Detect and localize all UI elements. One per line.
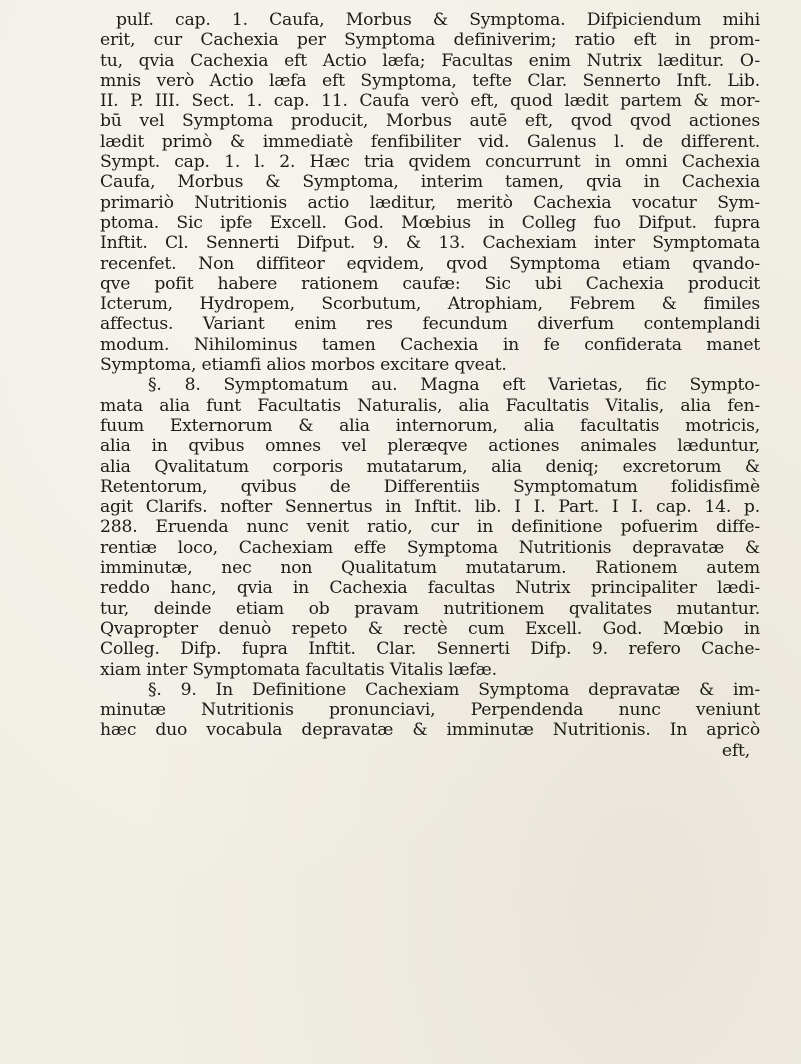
latin-text-body (100, 10, 760, 761)
text-line: rentiæ loco, Cachexiam effe Symptoma Nutritionis depravatæ & (100, 537, 760, 558)
text-line: II. P. III. Sect. 1. cap. 11. Caufa verò eft, quod lædit partem & mor- (100, 91, 760, 112)
text-line: Symptoma, etiamfi alios morbos excitare qveat. (100, 355, 507, 376)
text-line: Caufa, Morbus & Symptoma, interim tamen, qvia in Cachexia (100, 172, 760, 193)
text-line: minutæ Nutritionis pronunciavi, Perpendenda nunc veniunt (100, 700, 760, 721)
text-line: alia in qvibus omnes vel pleræqve actiones animales læduntur, (100, 436, 760, 457)
text-line: fuum Externorum & alia internorum, alia facultatis motricis, (100, 415, 760, 436)
text-line: hæc duo vocabula depravatæ & imminutæ Nutritionis. In apricò (100, 720, 760, 741)
text-line: ptoma. Sic ipfe Excell. God. Mœbius in Colleg fuo Difput. fupra (100, 212, 760, 233)
text-line: imminutæ, nec non Qualitatum mutatarum. Rationem autem (100, 558, 760, 579)
text-line: recenfet. Non diffiteor eqvidem, qvod Symptoma etiam qvando- (100, 253, 760, 274)
text-line: Inftit. Cl. Sennerti Difput. 9. & 13. Cachexiam inter Symptomata (100, 233, 760, 254)
section-9-heading-line: §. 9. In Definitione Cachexiam Symptoma depravatæ & im- (148, 679, 760, 700)
text-line: reddo hanc, qvia in Cachexia facultas Nutrix principaliter lædi- (100, 578, 760, 599)
text-line: Retentorum, qvibus de Differentiis Symptomatum folidisfimè (100, 476, 760, 497)
text-line: lædit primò & immediatè fenfibiliter vid. Galenus l. de different. (100, 131, 760, 152)
text-line: primariò Nutritionis actio læditur, meritò Cachexia vocatur Sym- (100, 192, 760, 213)
text-line: Colleg. Difp. fupra Inftit. Clar. Sennerti Difp. 9. refero Cache- (100, 639, 760, 660)
text-line: tur, deinde etiam ob pravam nutritionem qvalitates mutantur. (100, 598, 760, 619)
text-line: Sympt. cap. 1. l. 2. Hæc tria qvidem concurrunt in omni Cachexia (100, 152, 760, 173)
text-line: 288. Eruenda nunc venit ratio, cur in definitione pofuerim diffe- (100, 517, 760, 538)
text-line: xiam inter Symptomata facultatis Vitalis læfæ. (100, 659, 497, 680)
text-line: alia Qvalitatum corporis mutatarum, alia deniq; excretorum & (100, 456, 760, 477)
text-line: qve pofit habere rationem caufæ: Sic ubi Cachexia producit (100, 273, 760, 294)
text-line: erit, cur Cachexia per Symptoma definiverim; ratio eft in prom- (100, 30, 760, 51)
text-line: affectus. Variant enim res fecundum diverfum contemplandi (100, 314, 760, 335)
text-line: mnis verò Actio læfa eft Symptoma, tefte Clar. Sennerto Inft. Lib. (100, 70, 760, 91)
text-line: pulf. cap. 1. Caufa, Morbus & Symptoma. Difpiciendum mihi (116, 10, 760, 30)
text-line: bū vel Symptoma producit, Morbus autē eft, qvod qvod actiones (100, 111, 760, 132)
text-line: agit Clarifs. nofter Sennertus in Inftit. lib. I I. Part. I I. cap. 14. p. (100, 497, 760, 518)
text-line: modum. Nihilominus tamen Cachexia in fe confiderata manet (100, 334, 760, 355)
text-line: Icterum, Hydropem, Scorbutum, Atrophiam, Febrem & fimiles (100, 294, 760, 315)
text-line: mata alia funt Facultatis Naturalis, alia Facultatis Vitalis, alia fen- (100, 395, 760, 416)
section-8-heading-line: §. 8. Symptomatum au. Magna eft Varietas, fic Sympto- (148, 375, 760, 396)
catchword: eft, (721, 740, 750, 761)
text-line: Qvapropter denuò repeto & rectè cum Excell. God. Mœbio in (100, 618, 760, 639)
text-line: tu, qvia Cachexia eft Actio læfa; Facultas enim Nutrix læditur. O- (100, 50, 760, 71)
